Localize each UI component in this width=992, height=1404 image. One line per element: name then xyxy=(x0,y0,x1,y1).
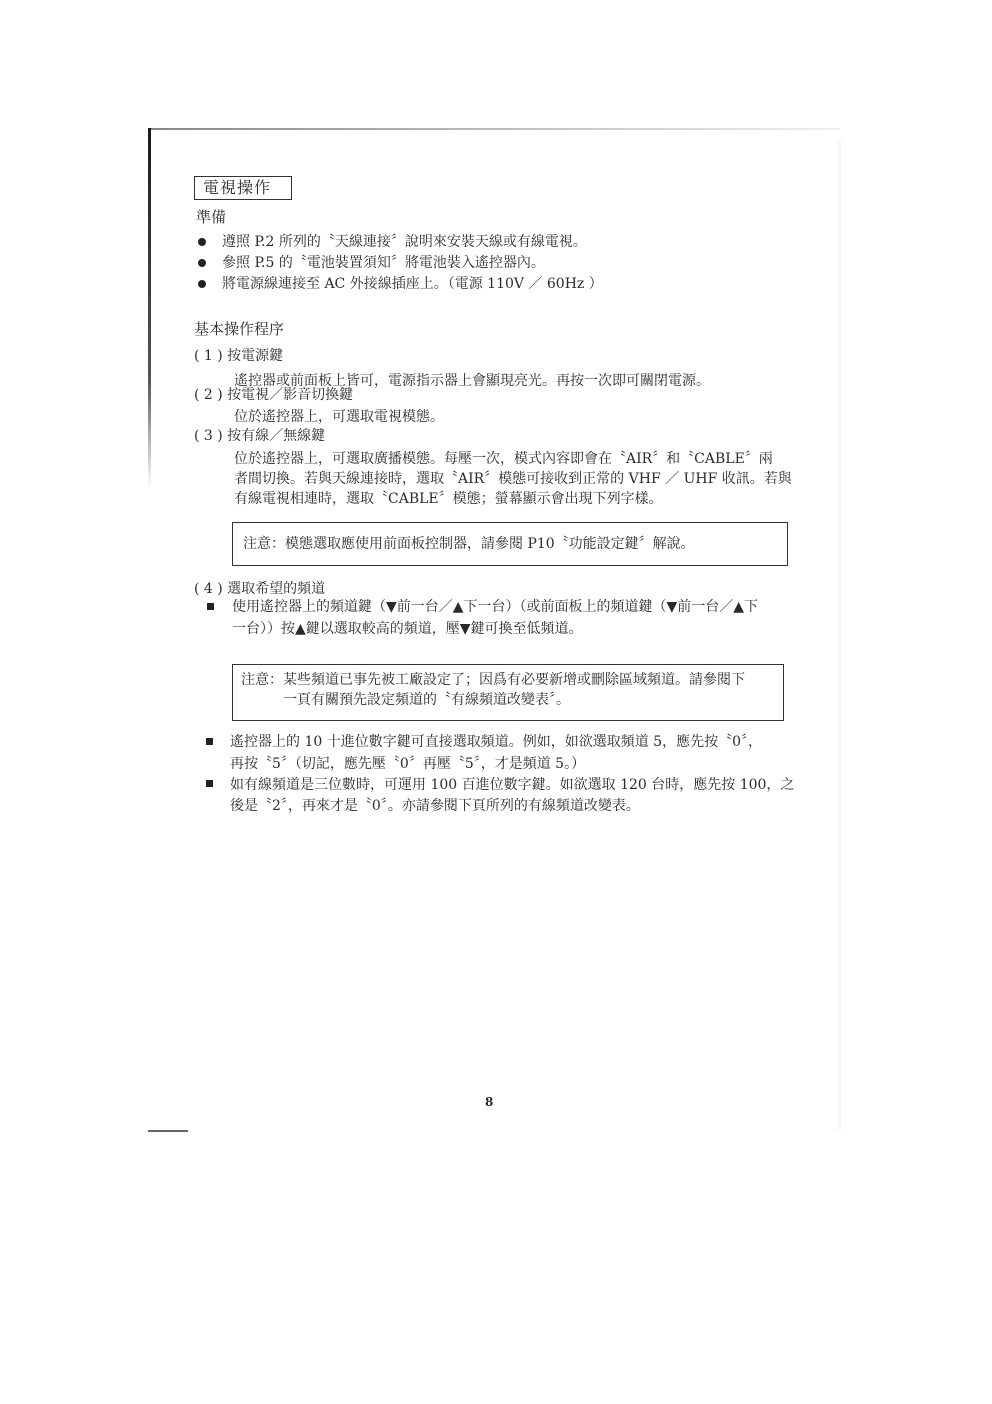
scan-edge-top xyxy=(150,128,840,130)
bullet-line: 後是〝2〞，再來才是〝0〞。亦請參閱下頁所列的有線頻道改變表。 xyxy=(230,798,640,814)
step4-bullet-line: 使用遙控器上的頻道鍵（▼前一台／▲下一台）（或前面板上的頻道鍵（▼前一台／▲下 xyxy=(232,599,759,615)
prep-item: 遵照 P.2 所列的〝天線連接〞說明來安裝天線或有線電視。 xyxy=(222,234,587,250)
step2-title: ( 2 ) 按電視／影音切換鍵 xyxy=(194,387,354,403)
bullet-square-icon xyxy=(206,738,213,745)
step3-body-line: 者間切換。若與天線連接時，選取〝AIR〞模態可接收到正常的 VHF ／ UHF 收訊。若與 xyxy=(234,471,792,487)
bullet-dot-icon xyxy=(198,238,206,246)
step1-title: ( 1 ) 按電源鍵 xyxy=(194,348,284,364)
basic-heading: 基本操作程序 xyxy=(194,320,285,338)
step3-title: ( 3 ) 按有線／無線鍵 xyxy=(194,428,326,444)
bullet-line: 如有線頻道是三位數時，可運用 100 百進位數字鍵。如欲選取 120 台時，應先按 100，之 xyxy=(230,777,795,793)
step3-body-line: 有線電視相連時，選取〝CABLE〞模態；螢幕顯示會出現下列字樣。 xyxy=(234,491,663,507)
note-box xyxy=(232,522,788,566)
page-number: 8 xyxy=(485,1095,494,1109)
step2-body: 位於遙控器上，可選取電視模態。 xyxy=(234,409,444,425)
scan-edge-bottom xyxy=(148,1130,188,1132)
bullet-square-icon xyxy=(207,603,214,610)
prep-heading: 準備 xyxy=(196,208,227,226)
bullet-dot-icon xyxy=(198,259,206,267)
step3-body-line: 位於遙控器上，可選取廣播模態。每壓一次，模式內容即會在〝AIR〞和〝CABLE〞兩 xyxy=(234,451,773,467)
bullet-line: 遙控器上的 10 十進位數字鍵可直接選取頻道。例如，如欲選取頻道 5，應先按〝0〞， xyxy=(230,734,762,750)
scan-shadow-right xyxy=(835,140,841,1130)
note-box xyxy=(232,664,784,721)
prep-item: 參照 P.5 的〝電池裝置須知〞將電池裝入遙控器內。 xyxy=(222,255,545,271)
scan-edge-left xyxy=(148,128,151,488)
bullet-line: 再按〝5〞（切記，應先壓〝0〞再壓〝5〞，才是頻道 5。） xyxy=(230,756,586,772)
bullet-dot-icon xyxy=(198,280,206,288)
section-title: 電視操作 xyxy=(194,176,292,200)
step1-body: 遙控器或前面板上皆可，電源指示器上會顯現亮光。再按一次即可關閉電源。 xyxy=(234,373,710,389)
step4-title: ( 4 ) 選取希望的頻道 xyxy=(194,581,326,597)
note-text: 注意：某些頻道已事先被工廠設定了；因爲有必要新增或刪除區域頻道。請參閱下 xyxy=(241,672,745,688)
note-text: 一頁有關預先設定頻道的〝有線頻道改變表〞。 xyxy=(283,692,570,708)
note-text: 注意：模態選取應使用前面板控制器，請參閱 P10〝功能設定鍵〞解說。 xyxy=(243,536,695,552)
step4-bullet-line: 一台））按▲鍵以選取較高的頻道，壓▼鍵可換至低頻道。 xyxy=(232,621,583,637)
prep-item: 將電源線連接至 AC 外接線插座上。（電源 110V ／ 60Hz ） xyxy=(222,276,603,292)
bullet-square-icon xyxy=(206,780,213,787)
